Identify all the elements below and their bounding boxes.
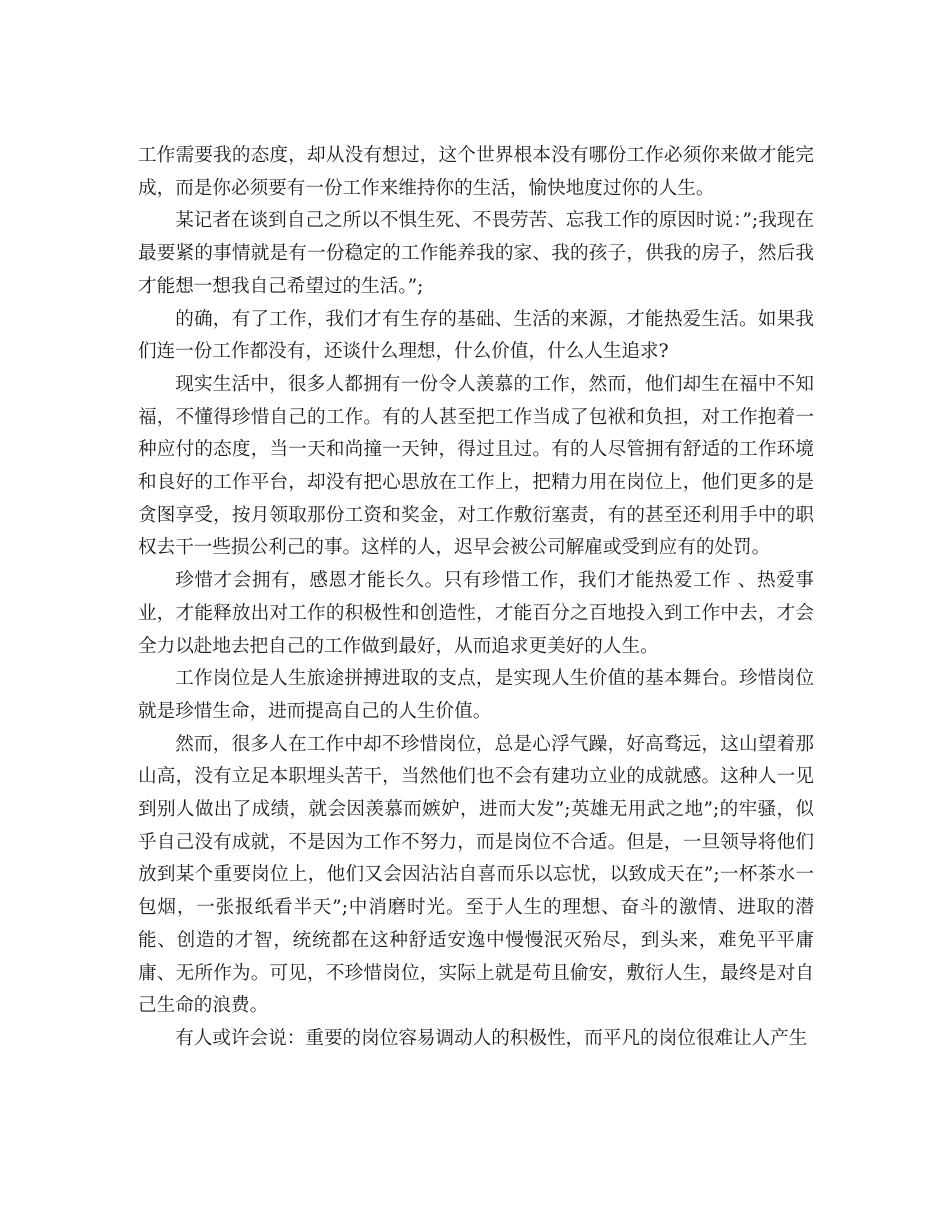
paragraph-however: 然而，很多人在工作中却不珍惜岗位，总是心浮气躁，好高骛远，这山望着那山高，没有立足本职埋头苦干，当然他们也不会有建功立业的成就感。这种人一见到别人做出了成绩，就会因羡慕而嫉妒，进而大发”;英雄无用武之地”;的牢骚，似乎自己没有成就，不是因为工作不努力，而是岗位不合适。但是，一旦领导将他们放到某个重要岗位上，他们又会因沾沾自喜而乐以忘忧，以致成天在”;一杯茶水一包烟，一张报纸看半天”;中消磨时光。至于人生的理想、奋斗的激情、进取的潜能、创造的才智，统统都在这种舒适安逸中慢慢泯灭殆尽，到头来，难免平平庸庸、无所作为。可见，不珍惜岗位，实际上就是苟且偷安，敷衍人生，最终是对自己生命的浪费。 (138, 733, 814, 1017)
paragraph-cherish: 珍惜才会拥有，感恩才能长久。只有珍惜工作，我们才能热爱工作 、热爱事业，才能释放出对工作的积极性和创造性，才能百分之百地投入到工作中去，才会全力以赴地去把自己的工作做到最好，从而追求更美好的人生。 (138, 570, 814, 657)
document-body (138, 140, 814, 1056)
paragraph-some-say: 有人或许会说：重要的岗位容易调动人的积极性，而平凡的岗位很难让人产生 (175, 1027, 808, 1049)
paragraph-work-foundation: 的确，有了工作，我们才有生存的基础、生活的来源，才能热爱生活。如果我们连一份工作都没有，还谈什么理想，什么价值，什么人生追求? (138, 308, 814, 363)
paragraph-reporter-quote: 某记者在谈到自己之所以不惧生死、不畏劳苦、忘我工作的原因时说：”;我现在最要紧的事情就是有一份稳定的工作能养我的家、我的孩子，供我的房子，然后我才能想一想我自己希望过的生活。”; (138, 210, 814, 297)
paragraph-job-position: 工作岗位是人生旅途拼搏进取的支点，是实现人生价值的基本舞台。珍惜岗位就是珍惜生命，进而提高自己的人生价值。 (138, 668, 814, 722)
paragraph-continued: 工作需要我的态度，却从没有想过，这个世界根本没有哪份工作必须你来做才能完成，而是你必须要有一份工作来维持你的生活，愉快地度过你的人生。 (138, 145, 814, 199)
paragraph-real-life: 现实生活中，很多人都拥有一份令人羡慕的工作，然而，他们却生在福中不知福，不懂得珍惜自己的工作。有的人甚至把工作当成了包袱和负担，对工作抱着一种应付的态度，当一天和尚撞一天钟，得过且过。有的人尽管拥有舒适的工作环境和良好的工作平台，却没有把心思放在工作上，把精力用在岗位上，他们更多的是贪图享受，按月领取那份工资和奖金，对工作敷衍塞责，有的甚至还利用手中的职权去干一些损公利己的事。这样的人，迟早会被公司解雇或受到应有的处罚。 (138, 373, 814, 559)
